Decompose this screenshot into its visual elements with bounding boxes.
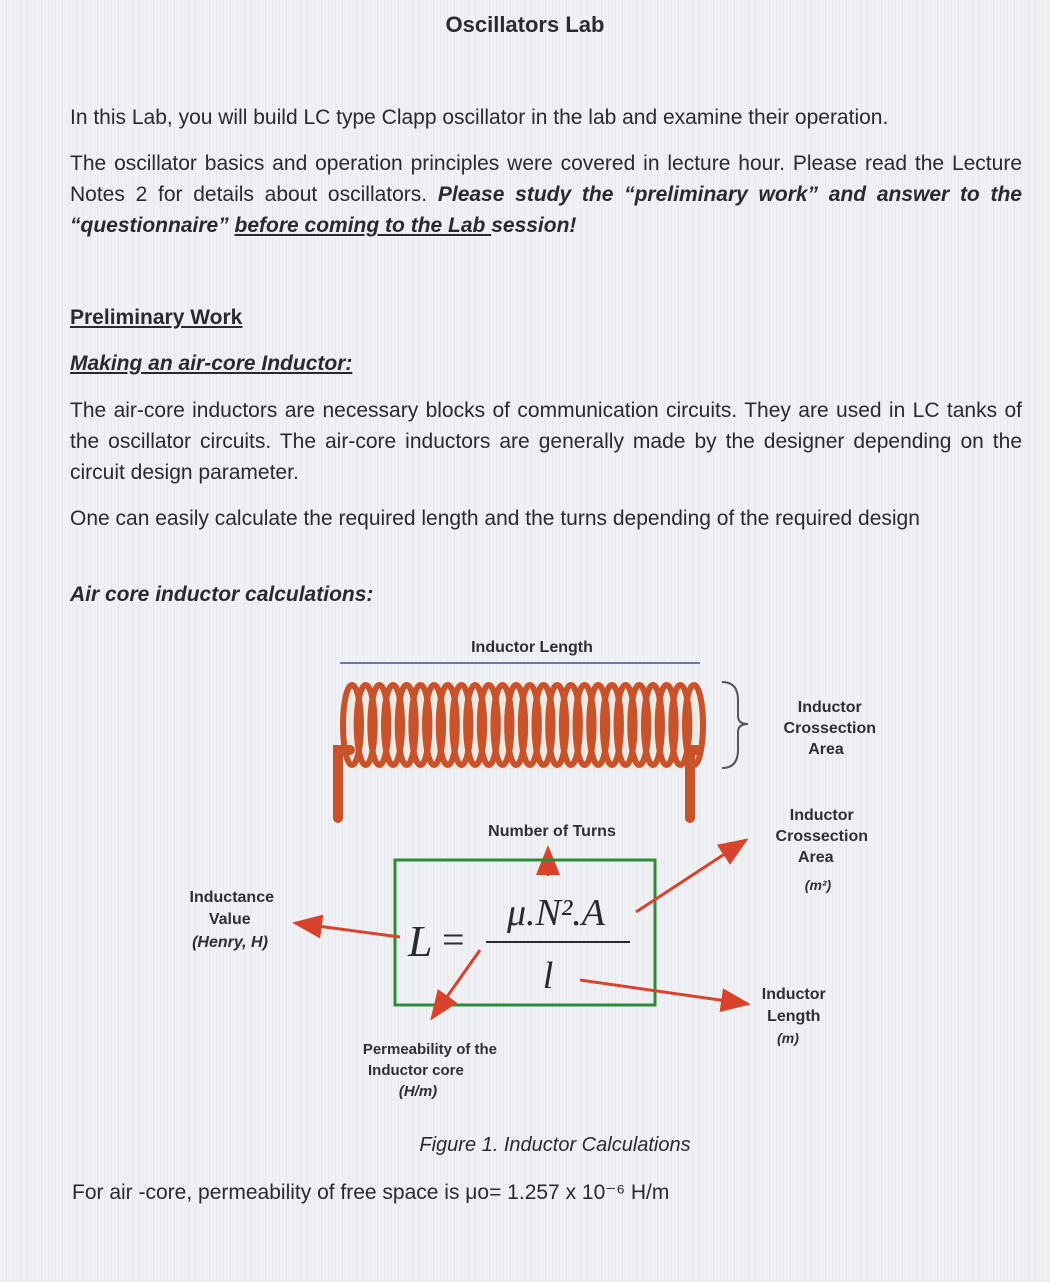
intro-underlined: before coming to the Lab [234,214,492,237]
section-heading-preliminary: Preliminary Work [70,306,243,329]
intro-emphasis: Please study the “preliminary work” and answer to the “questionnaire” [70,183,1022,237]
crossection-right-label: Inductor Crossection Area (m²) [775,807,869,893]
permeability-footnote: For air -core, permeability of free space is μo= 1.257 x 10⁻⁶ H/m [72,1181,670,1204]
permeability-label: Permeability of the Inductor core (H/m) [362,1041,498,1100]
crossection-brace [722,682,748,768]
inductance-label: Inductance Value (Henry, H) [189,889,275,951]
figure-caption: Figure 1. Inductor Calculations [419,1134,691,1156]
formula-equals: = [442,917,465,962]
air-core-paragraph: The air-core inductors are necessary blocks of communication circuits. They are used in LC tanks of the oscillator circuits. The air-core inductors are generally made by the designer depending on the circuit design parameter. [70,399,1022,484]
length-arrow [580,980,748,1004]
intro-emphasis-end: session! [491,214,577,237]
crossection-arrow [636,840,746,912]
inductor-length-right-label: Inductor Length (m) [761,986,826,1046]
intro-text: The oscillator basics and operation principles were covered in lecture hour. Please read the Lecture Notes 2 for details about oscillators. [70,152,1022,206]
formula-numerator: μ.N².A [506,892,606,934]
intro-paragraph-1: In this Lab, you will build LC type Clapp oscillator in the lab and examine their operation. [70,106,889,129]
calculation-paragraph: One can easily calculate the required length and the turns depending of the required design [70,507,920,530]
inductor-figure [0,620,1050,1140]
intro-paragraph-2 [70,148,1022,241]
coil-icon [338,682,703,818]
calc-heading: Air core inductor calculations: [70,583,374,606]
inductance-arrow [295,923,400,937]
number-of-turns-label: Number of Turns [488,823,616,840]
formula-L: L [408,917,433,966]
subheading-air-core: Making an air-core Inductor: [70,352,353,375]
formula-denominator: l [542,955,554,997]
crossection-top-label: Inductor Crossection Area [783,699,877,758]
inductor-length-label: Inductor Length [471,639,593,656]
page-title: Oscillators Lab [445,12,605,37]
